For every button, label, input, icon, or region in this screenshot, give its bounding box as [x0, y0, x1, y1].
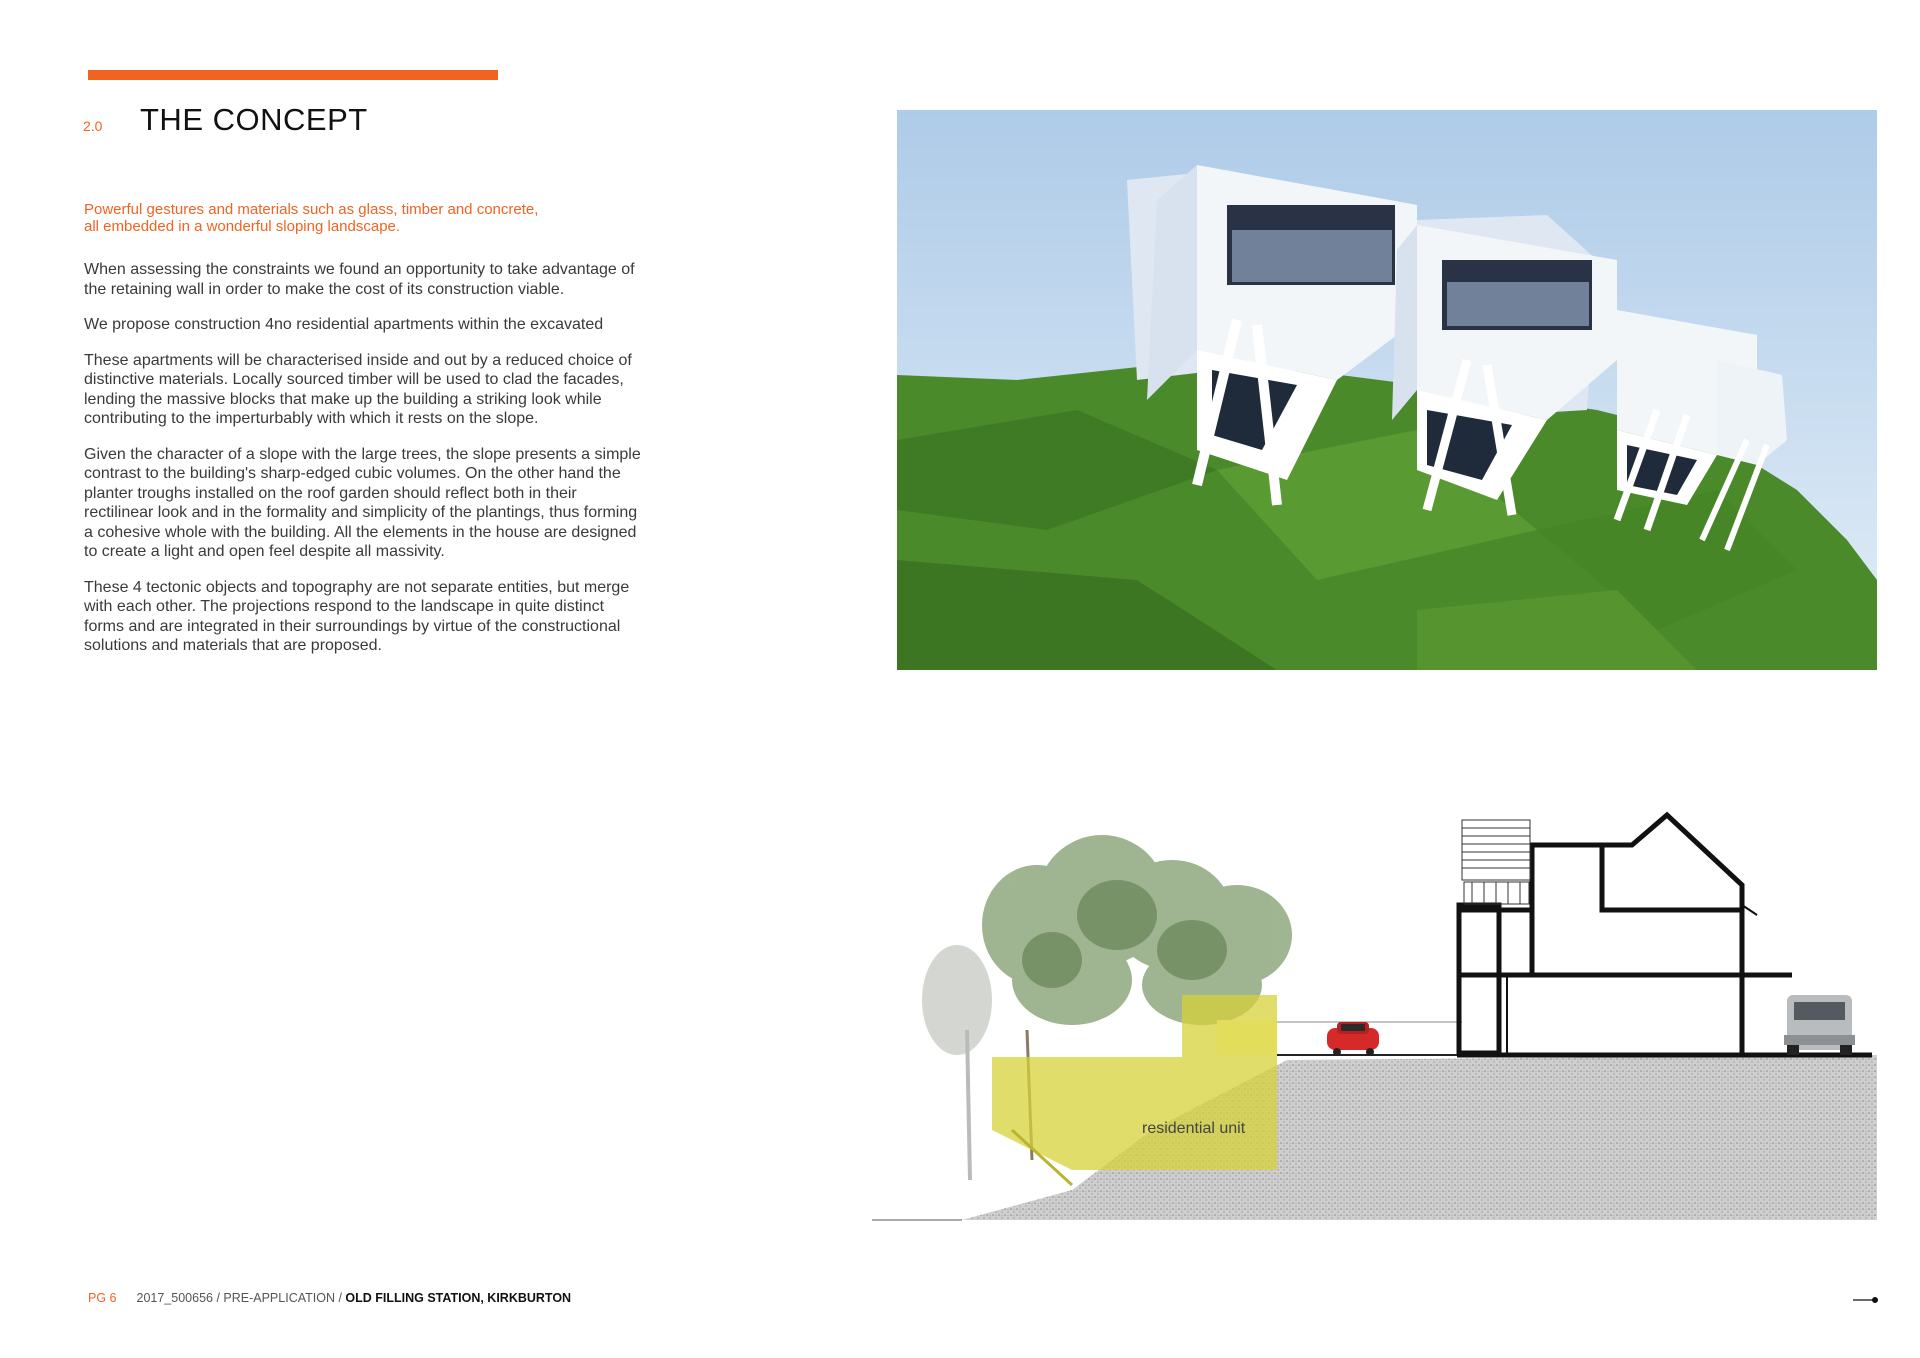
page-number: PG 6 — [88, 1291, 117, 1305]
footer — [88, 1291, 571, 1305]
accent-bar — [88, 70, 498, 80]
residential-unit-label: residential unit — [1142, 1120, 1246, 1137]
site-section-drawing — [872, 800, 1882, 1230]
paragraph: When assessing the constraints we found an opportunity to take advantage of the retaining wall in order to make the cost of its construction viable. — [84, 261, 635, 298]
paragraph: We propose construction 4no residential apartments within the excavated — [84, 316, 604, 333]
next-page-arrow-icon[interactable] — [1853, 1296, 1879, 1304]
site-name: OLD FILLING STATION, KIRKBURTON — [345, 1291, 572, 1305]
project-reference: 2017_500656 / PRE-APPLICATION / — [136, 1291, 346, 1305]
lead-text: Powerful gestures and materials such as glass, timber and concrete, all embedded in a wonderful sloping landscape. — [84, 201, 539, 235]
paragraph: Given the character of a slope with the large trees, the slope presents a simple contrast to the building's sharp-edged cubic volumes. On the other hand the planter troughs installed on the roof garden should reflect both in their rectilinear look and in the formality and simplicity of the plantings, thus forming a cohesive whole with the building. All the elements in the house are designed to create a light and open feel despite all massivity. — [84, 445, 641, 560]
section-number: 2.0 — [83, 118, 103, 134]
body-text — [84, 260, 644, 672]
paragraph: These 4 tectonic objects and topography are not separate entities, but merge with each other. The projections respond to the landscape in quite distinct forms and are integrated in their surroundings by virtue of the constructional solutions and materials that are proposed. — [84, 578, 630, 654]
page-title: THE CONCEPT — [140, 102, 368, 137]
paragraph: These apartments will be characterised inside and out by a reduced choice of distinctive materials. Locally sourced timber will be used to clad the facades, lending the massive blocks that make up the building a striking look while contributing to the imperturbably with which it rests on the slope. — [84, 351, 632, 427]
concept-render-image — [897, 110, 1877, 670]
